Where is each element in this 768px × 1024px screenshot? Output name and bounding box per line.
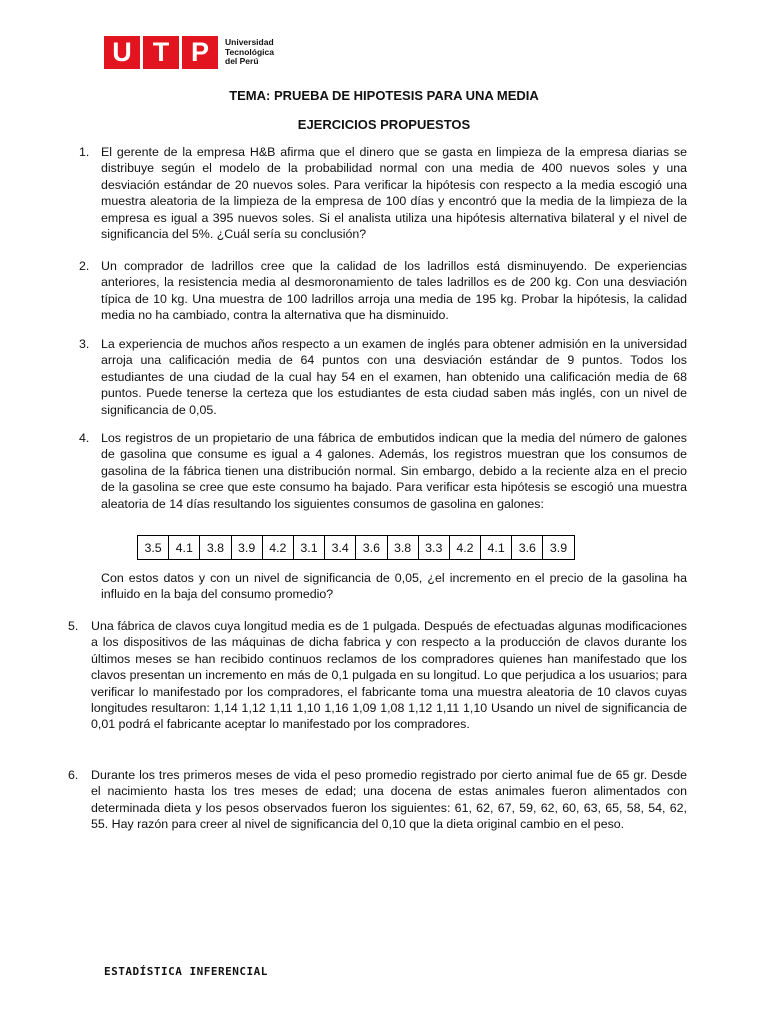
exercise-text-4: Los registros de un propietario de una fábrica de embutidos indican que la media del número de galones de gasolina que consume es igual a 4 galones. Además, los registros muestran que los consumos de gasolina de la fábrica tienen una distribución normal. Sin embargo, debido a la reciente alza en el precio de la gasolina se cree que este consumo ha bajado. Para verificar esta hipótesis se escogió una muestra aleatoria de 14 días resultando los siguientes consumos de gasolina en galones: [101, 431, 687, 511]
utp-logo [104, 36, 274, 69]
table-cell: 3.8 [200, 536, 231, 560]
exercise-text-5: Una fábrica de clavos cuya longitud media es de 1 pulgada. Después de efectuadas algunas modificaciones a los dispositivos de las máquinas de dicha fabrica y con respecto a la producción de clavos durante los últimos meses se han recibido continuos reclamos de los compradores quienes han manifestado que los clavos presentan un incremento en más de 0,1 pulgada en su longitud. Lo que perjudica a los usuarios; para verificar lo manifestado por los compradores, el fabricante toma una muestra aleatoria de 10 clavos cuyas longitudes resultaron: 1,14 1,12 1,11 1,10 1,16 1,09 1,08 1,12 1,11 1,10 Usando un nivel de significancia de 0,01 podrá el fabricante aceptar lo manifestado por los compradores. [91, 619, 687, 732]
logo-text-line-1: Universidad [225, 37, 274, 48]
exercise-number-3: 3. [79, 337, 90, 351]
page-subtitle: EJERCICIOS PROPUESTOS [297, 117, 471, 132]
table-cell: 4.1 [169, 536, 200, 560]
exercise-number-2: 2. [79, 259, 90, 273]
exercise-number-1: 1. [79, 145, 90, 159]
exercise-4-question: Con estos datos y con un nivel de significancia de 0,05, ¿el incremento en el precio de la gasolina ha influido en la baja del consumo promedio? [101, 571, 687, 602]
logo-letter-p: P [182, 36, 218, 69]
page-topic-title: TEMA: PRUEBA DE HIPOTESIS PARA UNA MEDIA [229, 88, 539, 103]
logo-letter-t: T [143, 36, 179, 69]
logo-text-line-2: Tecnológica [225, 46, 274, 57]
logo-letters [104, 36, 221, 69]
table-cell: 3.6 [356, 536, 387, 560]
exercise-text-1: El gerente de la empresa H&B afirma que el dinero que se gasta en limpieza de la empresa diarias se distribuye según el modelo de la probabilidad normal con una media de 400 nuevos soles y una desviación estándar de 20 nuevos soles. Para verificar la hipótesis con respecto a la media escogió una muestra aleatoria de la limpieza de la empresa de 100 días y encontró que la media de la limpieza de la empresa es igual a 395 nuevos soles. Si el analista utiliza una hipótesis alternativa bilateral y el nivel de significancia del 5%. ¿Cuál sería su conclusión? [101, 145, 687, 242]
table-cell: 4.2 [449, 536, 480, 560]
table-cell: 3.1 [293, 536, 324, 560]
exercise-text-3: La experiencia de muchos años respecto a un examen de inglés para obtener admisión en la universidad arroja una calificación media de 64 puntos con una desviación estándar de 9 puntos. Todos los estudiantes de una ciudad de la cual hay 54 en el examen, han obtenido una calificación media de 68 puntos. Puede tenerse la certeza que los estudiantes de esta ciudad saben más inglés, con un nivel de significancia de 0,05. [101, 337, 687, 417]
exercise-text-2: Un comprador de ladrillos cree que la calidad de los ladrillos está disminuyendo. De experiencias anteriores, la resistencia media al desmoronamiento de tales ladrillos es de 200 kg. Con una desviación típica de 10 kg. Una muestra de 100 ladrillos arroja una media de 195 kg. Probar la hipótesis, la calidad media no ha cambiado, contra la alternativa que ha disminuido. [101, 259, 687, 323]
logo-text-line-3: del Perú [225, 56, 259, 67]
table-row [138, 536, 575, 560]
table-cell: 3.8 [387, 536, 418, 560]
table-cell: 3.9 [543, 536, 574, 560]
table-cell: 3.9 [231, 536, 262, 560]
exercise-number-5: 5. [68, 619, 79, 633]
exercise-number-4: 4. [79, 431, 90, 445]
logo-university-name [225, 38, 274, 67]
table-cell: 3.5 [138, 536, 169, 560]
exercise-number-6: 6. [68, 768, 79, 782]
table-cell: 3.6 [512, 536, 543, 560]
table-cell: 4.1 [481, 536, 512, 560]
logo-letter-u: U [104, 36, 140, 69]
table-cell: 3.4 [325, 536, 356, 560]
gasoline-consumption-table [137, 535, 575, 560]
footer-course-name: ESTADÍSTICA INFERENCIAL [104, 965, 268, 978]
table-cell: 3.3 [418, 536, 449, 560]
table-cell: 4.2 [262, 536, 293, 560]
exercise-text-6: Durante los tres primeros meses de vida el peso promedio registrado por cierto animal fue de 65 gr. Desde el nacimiento hasta los tres meses de edad; una docena de estas animales fueron alimentados con determinada dieta y los pesos observados fueron los siguientes: 61, 62, 67, 59, 62, 60, 63, 65, 58, 54, 62, 55. Hay razón para creer al nivel de significancia del 0,10 que la dieta original cambio en el peso. [91, 768, 687, 832]
